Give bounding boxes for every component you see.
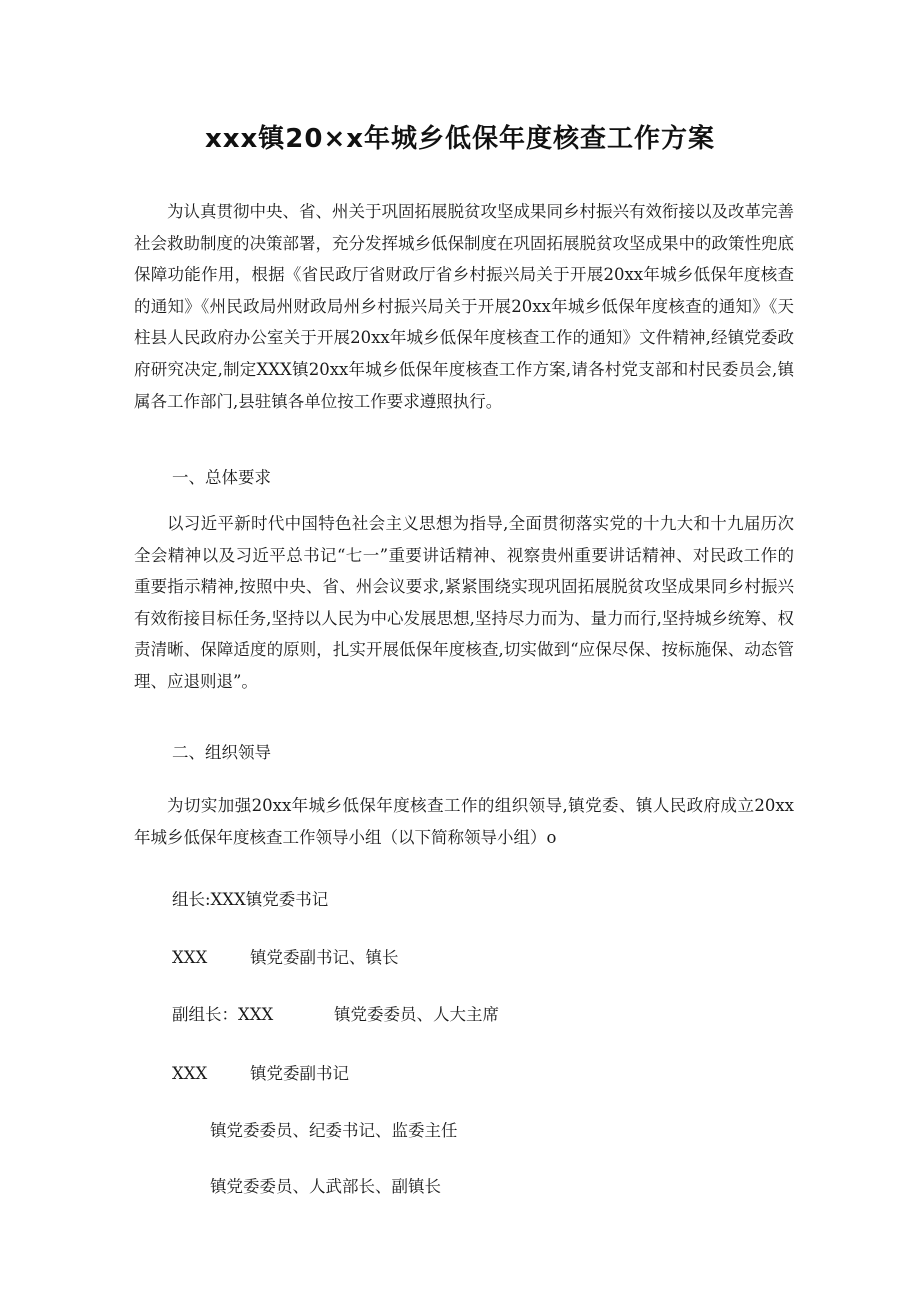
member-role: 镇党委委员、人大主席 xyxy=(334,1005,499,1024)
member-deputy-leader: 副组长：XXX xyxy=(172,1005,274,1024)
section1-paragraph: 以习近平新时代中国特色社会主义思想为指导,全面贯彻落实党的十九大和十九届历次全会精神以及习近平总书记“七一”重要讲话精神、视察贵州重要讲话精神、对民政工作的重要指示精神,按照中央、省、州会议要求,紧紧围绕实现巩固拓展脱贫攻坚成果同乡村振兴有效衔接目标任务,坚持以人民为中心发展思想,坚持尽力而为、量力而行,坚持城乡统筹、权责清晰、保障适度的原则，扎实开展低保年度核查,切实做到“应保尽保、按标施保、动态管理、应退则退”。 xyxy=(134,514,794,691)
member-leader: 组长:XXX镇党委书记 xyxy=(172,890,329,909)
intro-paragraph: 为认真贯彻中央、省、州关于巩固拓展脱贫攻坚成果同乡村振兴有效衔接以及改革完善社会救助制度的决策部署，充分发挥城乡低保制度在巩固拓展脱贫攻坚成果中的政策性兜底保障功能作用，根据《省民政厅省财政厅省乡村振兴局关于开展20xx年城乡低保年度核查的通知》《州民政局州财政局州乡村振兴局关于开展20xx年城乡低保年度核查的通知》《天柱县人民政府办公室关于开展20xx年城乡低保年度核查工作的通知》文件精神,经镇党委政府研究决定,制定XXX镇20xx年城乡低保年度核查工作方案,请各村党支部和村民委员会,镇属各工作部门,县驻镇各单位按工作要求遵照执行。 xyxy=(134,202,794,411)
document-title: xxx镇20×x年城乡低保年度核查工作方案 xyxy=(204,124,716,154)
section-heading-organization: 二、组织领导 xyxy=(172,743,271,762)
member-name: XXX xyxy=(172,1064,208,1083)
member-role: 镇党委副书记、镇长 xyxy=(250,948,399,967)
member-role: 镇党委委员、人武部长、副镇长 xyxy=(210,1177,441,1196)
member-role: 镇党委副书记 xyxy=(250,1064,349,1083)
member-name: XXX xyxy=(172,948,208,967)
section2-paragraph: 为切实加强20xx年城乡低保年度核查工作的组织领导,镇党委、镇人民政府成立20xx年城乡低保年度核查工作领导小组（以下简称领导小组）o xyxy=(134,796,794,847)
member-role: 镇党委委员、纪委书记、监委主任 xyxy=(210,1121,458,1140)
section-heading-overall-requirements: 一、总体要求 xyxy=(172,468,271,487)
